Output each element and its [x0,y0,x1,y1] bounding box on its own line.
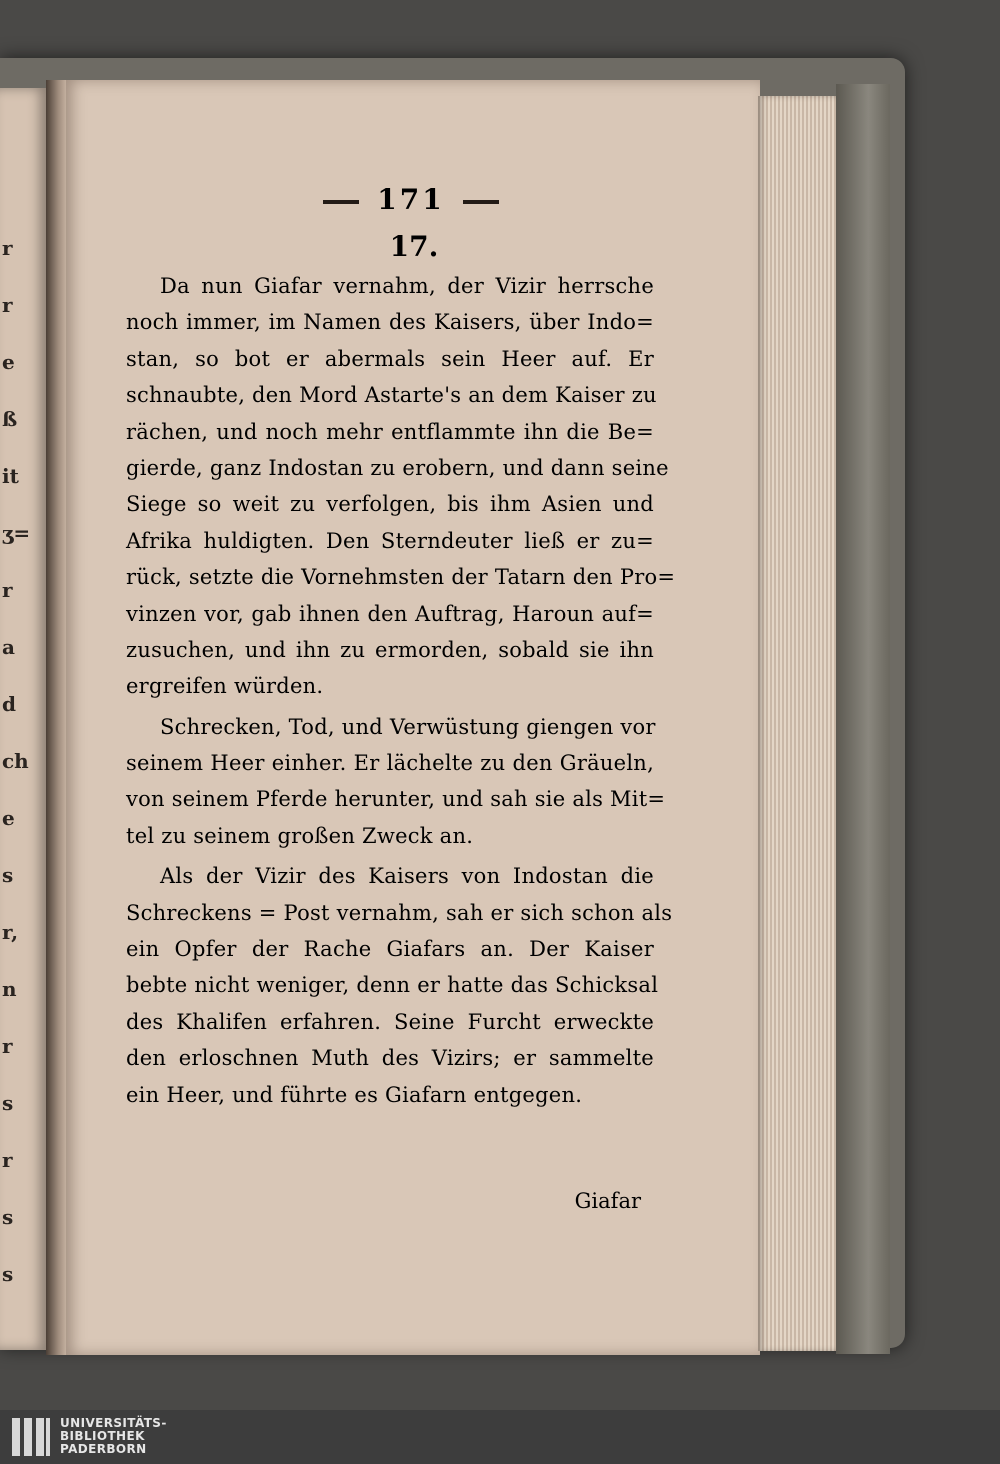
library-logo-icon [12,1418,50,1456]
left-page-fragment: a [2,635,15,659]
library-name-line: BIBLIOTHEK [60,1429,145,1443]
text-line: Da nun Giafar vernahm, der Vizir herrsche [160,274,654,298]
running-header [286,183,536,223]
left-page-fragment: ʒ= [2,521,31,545]
text-line: tel zu seinem großen Zweck an. [126,823,474,848]
text-line: Afrika huldigten. Den Sterndeuter ließ er zu= [126,528,654,553]
text-line: Schrecken, Tod, und Verwüstung giengen vor [160,714,656,739]
left-page-fragment: r [2,578,13,602]
left-page-fragment: ß [2,407,18,431]
body-text [126,268,676,1113]
left-page-fragment: s [2,863,14,887]
text-line: vinzen vor, gab ihnen den Auftrag, Haroun auf= [126,601,654,626]
text-line: ein Heer, und führte es Giafarn entgegen. [126,1082,583,1107]
text-line: noch immer, im Namen des Kaisers, über Indo= [126,310,654,335]
left-page-fragments [0,88,48,1350]
header-rule-right [463,200,499,204]
left-page-fragment: d [2,692,16,716]
left-page-fragment: r [2,293,13,317]
left-page-fragment: n [2,977,17,1001]
text-line: Als der Vizir des Kaisers von Indostan die [160,864,654,889]
text-line: Siege so weit zu verfolgen, bis ihm Asien und [126,492,654,517]
left-page-fragment: s [2,1262,14,1286]
library-name [60,1417,167,1456]
text-line: ergreifen würden. [126,674,324,699]
left-page-fragment: r [2,236,13,260]
left-page-fragment: r [2,1034,13,1058]
left-page-fragment: s [2,1205,14,1229]
text-line: seinem Heer einher. Er lächelte zu den Gräueln, [126,751,654,776]
left-page-fragment: ch [2,749,29,773]
book-gutter [46,80,68,1355]
header-rule-left [323,200,359,204]
left-page-fragment: e [2,806,15,830]
left-page-fragment: r, [2,920,19,944]
text-line: gierde, ganz Indostan zu erobern, und dann seine [126,455,669,480]
text-line: bebte nicht weniger, denn er hatte das Schicksal [126,973,659,998]
chapter-number: 17. [389,230,439,263]
text-line: rück, setzte die Vornehmsten der Tatarn den Pro= [126,565,676,590]
page-edges [758,96,836,1351]
library-name-line: UNIVERSITÄTS- [60,1416,167,1430]
left-page-fragment: e [2,350,15,374]
left-page-fragment: r [2,1148,13,1172]
catchword: Giafar [574,1189,641,1213]
text-line: stan, so bot er abermals sein Heer auf. Er [126,346,654,371]
text-line: zusuchen, und ihn zu ermorden, sobald sie ihn [126,637,654,662]
book-spine [836,84,890,1354]
page-number: 171 [377,183,445,216]
text-line: ein Opfer der Rache Giafars an. Der Kaiser [126,937,654,962]
right-page [66,80,760,1355]
text-line: schnaubte, den Mord Astarte's an dem Kaiser zu [126,383,657,408]
left-page-edge [0,88,48,1350]
text-line: den erloschnen Muth des Vizirs; er sammelte [126,1046,654,1071]
footer-bar [0,1410,1000,1464]
text-line: des Khalifen erfahren. Seine Furcht erweckte [126,1009,654,1034]
text-line: rächen, und noch mehr entflammte ihn die Be= [126,419,654,444]
left-page-fragment: it [2,464,19,488]
library-name-line: PADERBORN [60,1442,147,1456]
text-line: von seinem Pferde herunter, und sah sie als Mit= [126,787,666,812]
text-line: Schreckens = Post vernahm, sah er sich schon als [126,900,673,925]
left-page-fragment: s [2,1091,14,1115]
